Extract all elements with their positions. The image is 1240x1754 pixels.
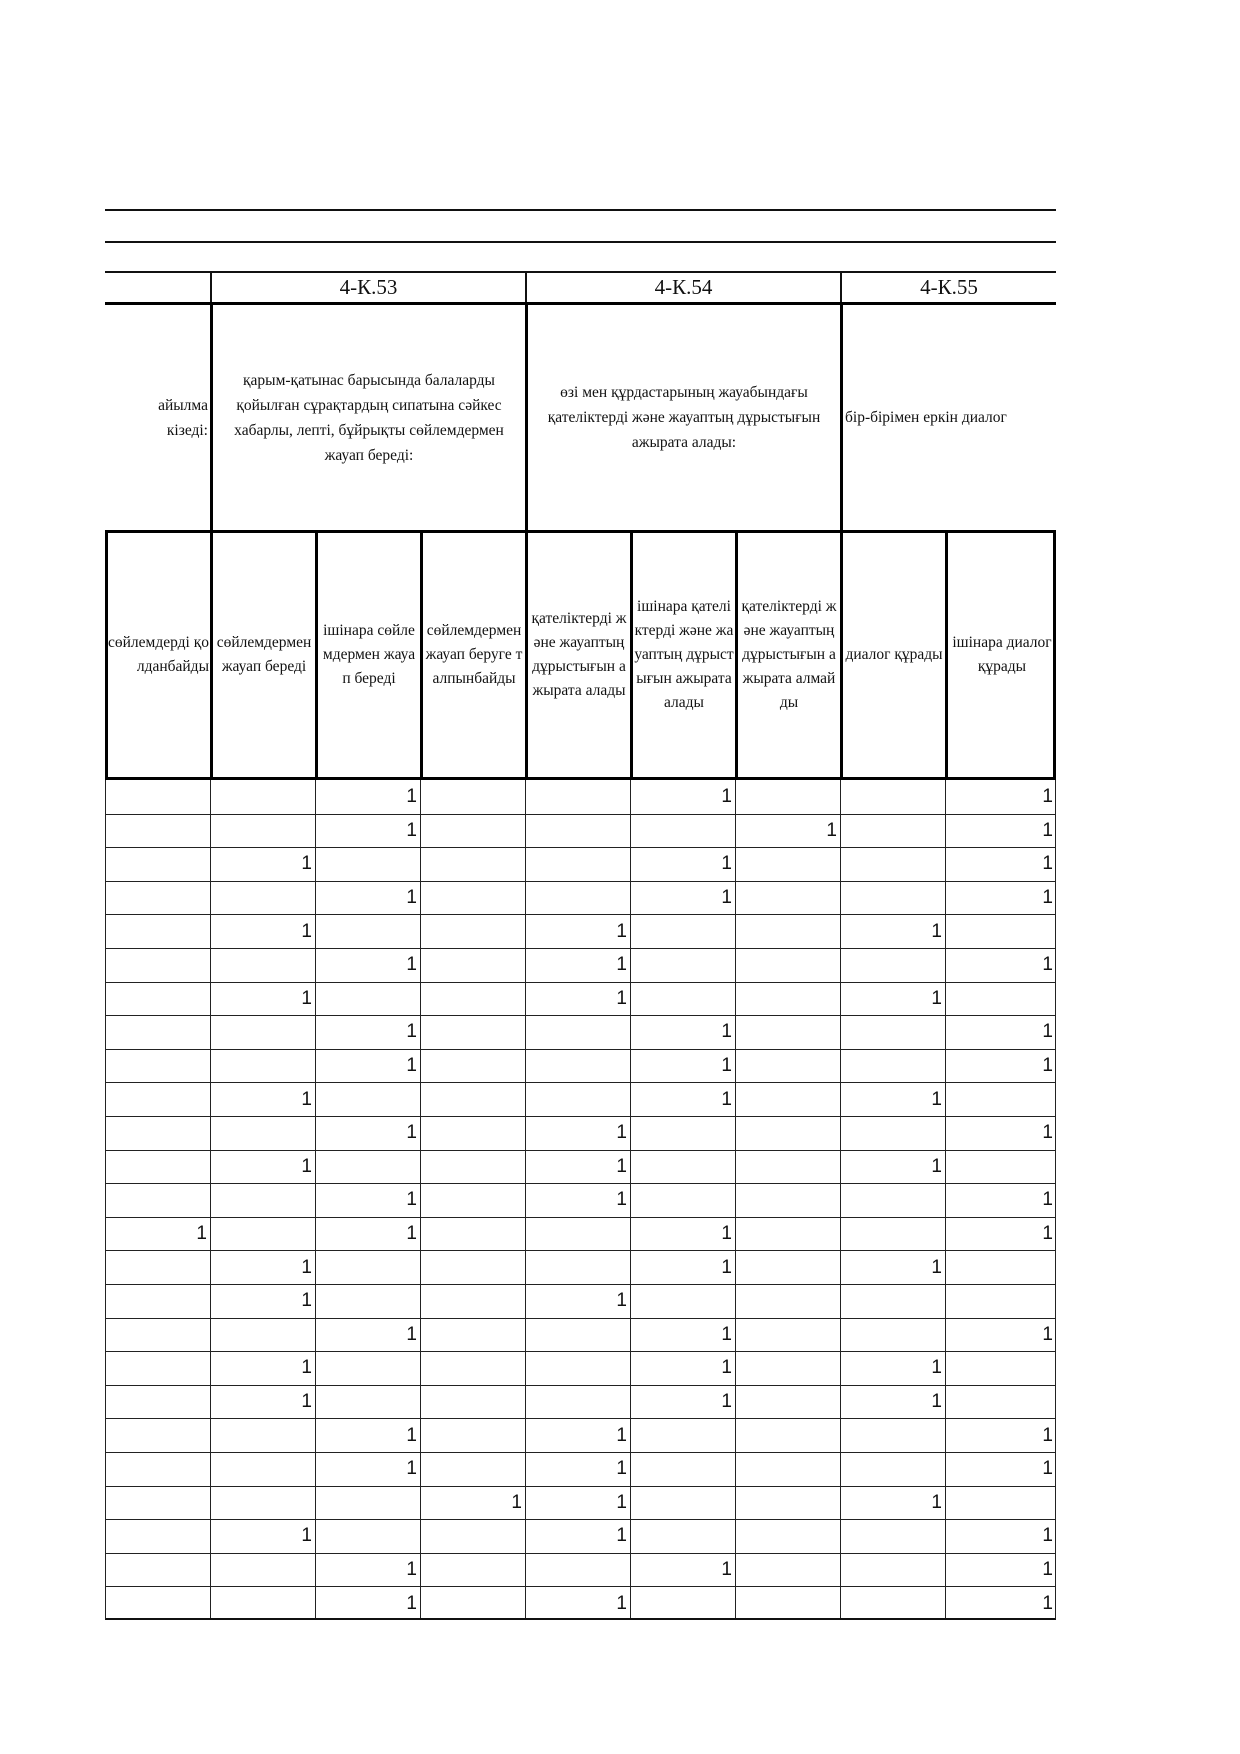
score-cell: 1 [945,1519,1056,1553]
level-header-3: сөйлемдермен жауап беруге талпынбайды [420,530,525,780]
score-cell [735,1385,840,1419]
score-cell: 1 [210,982,315,1016]
score-cell [210,1015,315,1049]
score-cell: 1 [210,1150,315,1184]
score-cell: 1 [630,1049,735,1083]
score-cell [525,1351,630,1385]
score-cell [210,1418,315,1452]
score-cell: 1 [315,1418,420,1452]
score-cell: 1 [945,1217,1056,1251]
score-cell: 1 [315,1049,420,1083]
score-cell [315,1082,420,1116]
top-rule-2 [105,241,1056,243]
score-cell [420,1452,525,1486]
level-header-7: диалог құрады [840,530,945,780]
score-cell [420,1418,525,1452]
score-cell [840,780,945,814]
score-cell [525,814,630,848]
score-cell [210,881,315,915]
score-cell [945,1150,1056,1184]
score-cell [735,1049,840,1083]
score-cell [420,1250,525,1284]
score-cell [945,1486,1056,1520]
score-cell [105,1284,210,1318]
score-cell: 1 [945,814,1056,848]
score-cell [840,1217,945,1251]
score-cell [315,914,420,948]
score-cell [105,881,210,915]
score-cell: 1 [630,780,735,814]
score-cell: 1 [525,1116,630,1150]
level-header-4: қателіктерді және жауаптың дұрыстығын ажырата алады [525,530,630,780]
score-cell [105,1486,210,1520]
score-cell: 1 [630,1082,735,1116]
score-cell [105,847,210,881]
assessment-table [105,271,1056,1636]
score-cell [105,914,210,948]
score-cell [420,1586,525,1620]
score-cell [105,948,210,982]
score-cell [210,1452,315,1486]
score-cell [840,1015,945,1049]
criterion-code-3: 4-К.55 [840,271,1056,302]
criterion-description-1: қарым-қатынас барысында балаларды қойылған сұрақтардың сипатына сәйкес хабарлы, лепті, бұйрықты сөйлемдермен жауап береді: [210,302,525,530]
score-cell [420,1049,525,1083]
score-cell: 1 [840,1385,945,1419]
score-cell [315,1150,420,1184]
score-cell: 1 [630,1318,735,1352]
score-cell [420,814,525,848]
score-cell [735,1082,840,1116]
score-cell [105,1150,210,1184]
score-cell [105,1385,210,1419]
score-cell: 1 [210,1284,315,1318]
score-cell [210,1217,315,1251]
score-cell [420,1150,525,1184]
score-cell: 1 [525,1452,630,1486]
score-cell [735,1586,840,1620]
score-cell: 1 [630,1351,735,1385]
score-cell [105,780,210,814]
score-cell [210,1553,315,1587]
score-cell [840,1049,945,1083]
score-cell [420,1553,525,1587]
score-cell [735,1150,840,1184]
score-cell: 1 [315,1183,420,1217]
top-rule-1 [105,209,1056,211]
score-cell [420,948,525,982]
score-cell [420,1318,525,1352]
score-cell [735,1418,840,1452]
score-cell [105,982,210,1016]
score-cell [420,982,525,1016]
score-cell [630,1284,735,1318]
score-cell: 1 [210,1351,315,1385]
score-cell [945,1082,1056,1116]
score-cell [630,1116,735,1150]
score-cell [315,1250,420,1284]
score-cell [840,1284,945,1318]
score-cell [315,1385,420,1419]
score-cell: 1 [945,847,1056,881]
score-cell [210,948,315,982]
score-cell [315,1351,420,1385]
score-cell: 1 [840,1250,945,1284]
level-header-0: сөйлемдерді қолданбайды [105,530,210,780]
score-cell: 1 [840,982,945,1016]
score-cell: 1 [630,1217,735,1251]
score-cell [105,1418,210,1452]
score-cell: 1 [945,1116,1056,1150]
score-cell [630,1452,735,1486]
score-cell: 1 [945,1452,1056,1486]
score-cell: 1 [525,1486,630,1520]
score-cell [735,1183,840,1217]
score-cell: 1 [525,914,630,948]
score-cell: 1 [945,780,1056,814]
score-cell: 1 [315,1217,420,1251]
score-cell: 1 [630,1385,735,1419]
score-cell [210,1183,315,1217]
score-cell: 1 [105,1217,210,1251]
score-cell: 1 [210,1082,315,1116]
score-cell [735,1250,840,1284]
score-cell: 1 [840,1150,945,1184]
score-cell [105,1183,210,1217]
score-cell [420,881,525,915]
score-cell [105,1116,210,1150]
score-cell: 1 [210,1519,315,1553]
score-cell [840,847,945,881]
score-cell [420,847,525,881]
score-cell: 1 [525,1183,630,1217]
score-cell: 1 [630,881,735,915]
score-cell [735,1452,840,1486]
score-cell: 1 [315,1452,420,1486]
score-cell [945,1385,1056,1419]
score-cell: 1 [945,1049,1056,1083]
criterion-code-0 [105,271,210,302]
score-cell: 1 [315,881,420,915]
score-cell [630,1486,735,1520]
score-cell: 1 [420,1486,525,1520]
score-cell [420,1284,525,1318]
score-cell [735,1015,840,1049]
score-cell: 1 [840,1486,945,1520]
criterion-code-1: 4-К.53 [210,271,525,302]
score-cell: 1 [315,1586,420,1620]
score-cell [945,1250,1056,1284]
level-header-6: қателіктерді және жауаптың дұрыстығын ажырата алмайды [735,530,840,780]
score-cell: 1 [945,1318,1056,1352]
score-cell [945,914,1056,948]
score-cell [735,1284,840,1318]
score-cell: 1 [210,1250,315,1284]
score-cell: 1 [945,1183,1056,1217]
score-cell [315,847,420,881]
score-cell [210,1586,315,1620]
score-cell: 1 [945,881,1056,915]
score-cell [420,1116,525,1150]
score-cell: 1 [525,1150,630,1184]
score-cell [105,1318,210,1352]
score-cell [840,1553,945,1587]
score-cell: 1 [840,1082,945,1116]
score-cell: 1 [525,1418,630,1452]
score-cell: 1 [315,1553,420,1587]
score-cell [840,1452,945,1486]
score-cell [630,914,735,948]
score-cell [840,948,945,982]
score-cell [735,1116,840,1150]
score-cell: 1 [315,1015,420,1049]
score-cell [630,1150,735,1184]
score-cell: 1 [840,914,945,948]
score-cell [945,982,1056,1016]
score-cell: 1 [315,1116,420,1150]
score-cell: 1 [525,1586,630,1620]
score-cell: 1 [630,847,735,881]
level-header-2: ішінара сөйлемдермен жауап береді [315,530,420,780]
score-cell [315,982,420,1016]
score-cell [525,1015,630,1049]
score-cell [630,982,735,1016]
score-cell [420,1217,525,1251]
score-cell [840,1116,945,1150]
score-cell [210,780,315,814]
score-cell: 1 [945,1418,1056,1452]
score-cell: 1 [945,1553,1056,1587]
score-cell: 1 [525,948,630,982]
score-cell [630,1183,735,1217]
score-cell [105,1351,210,1385]
score-cell [945,1351,1056,1385]
score-cell [525,1217,630,1251]
score-cell [525,780,630,814]
score-cell: 1 [315,1318,420,1352]
score-cell [525,1385,630,1419]
criterion-description-3: бір-бірімен еркін диалог [840,302,1056,530]
score-cell [420,1082,525,1116]
score-cell [420,780,525,814]
score-cell [210,1116,315,1150]
score-cell [420,1183,525,1217]
score-cell [420,914,525,948]
score-cell [840,814,945,848]
score-cell: 1 [630,1553,735,1587]
level-header-1: сөйлемдермен жауап береді [210,530,315,780]
score-cell [525,881,630,915]
score-cell [525,1250,630,1284]
score-cell [630,1586,735,1620]
score-cell [105,1519,210,1553]
score-cell: 1 [210,847,315,881]
score-cell [735,1217,840,1251]
score-cell [525,1082,630,1116]
score-cell: 1 [945,1015,1056,1049]
score-cell: 1 [630,1250,735,1284]
score-cell [315,1519,420,1553]
score-cell [735,780,840,814]
score-cell [840,1183,945,1217]
score-cell [420,1015,525,1049]
score-cell [735,847,840,881]
score-cell [105,814,210,848]
score-cell [420,1385,525,1419]
score-cell: 1 [630,1015,735,1049]
level-header-8: ішінара диалог құрады [945,530,1056,780]
level-header-5: ішінара қателіктерді және жауаптың дұрыстығын ажырата алады [630,530,735,780]
score-cell [525,1318,630,1352]
score-cell [840,1318,945,1352]
score-cell [105,1015,210,1049]
score-cell [735,1486,840,1520]
score-cell: 1 [735,814,840,848]
score-cell [525,1049,630,1083]
score-cell [105,1586,210,1620]
score-cell [840,1519,945,1553]
score-cell [735,1519,840,1553]
score-cell [525,847,630,881]
criterion-description-2: өзі мен құрдастарының жауабындағы қателіктерді және жауаптың дұрыстығын ажырата алады: [525,302,840,530]
score-cell [735,948,840,982]
score-cell [630,1418,735,1452]
score-cell [735,1318,840,1352]
score-cell [735,1553,840,1587]
score-cell [735,881,840,915]
score-cell: 1 [525,1284,630,1318]
score-cell: 1 [315,814,420,848]
score-cell [735,914,840,948]
score-cell [840,881,945,915]
score-cell [105,1250,210,1284]
score-cell [210,1486,315,1520]
score-cell [840,1418,945,1452]
score-cell [210,1318,315,1352]
score-cell [105,1049,210,1083]
criterion-description-0: айылма кізеді: [105,302,210,530]
criterion-code-2: 4-К.54 [525,271,840,302]
score-cell [630,1519,735,1553]
score-cell [630,948,735,982]
score-cell [945,1284,1056,1318]
score-cell [630,814,735,848]
score-cell [735,982,840,1016]
score-cell: 1 [525,982,630,1016]
score-cell: 1 [315,780,420,814]
score-cell: 1 [210,914,315,948]
score-cell [105,1452,210,1486]
score-cell [210,814,315,848]
score-cell: 1 [840,1351,945,1385]
score-cell [735,1351,840,1385]
score-cell: 1 [945,948,1056,982]
score-cell [315,1486,420,1520]
score-cell [315,1284,420,1318]
score-cell [105,1082,210,1116]
score-cell [210,1049,315,1083]
score-cell [420,1519,525,1553]
score-cell [840,1586,945,1620]
score-cell [420,1351,525,1385]
score-cell: 1 [315,948,420,982]
score-cell: 1 [945,1586,1056,1620]
score-cell [105,1553,210,1587]
score-cell [525,1553,630,1587]
score-cell: 1 [525,1519,630,1553]
score-cell: 1 [210,1385,315,1419]
